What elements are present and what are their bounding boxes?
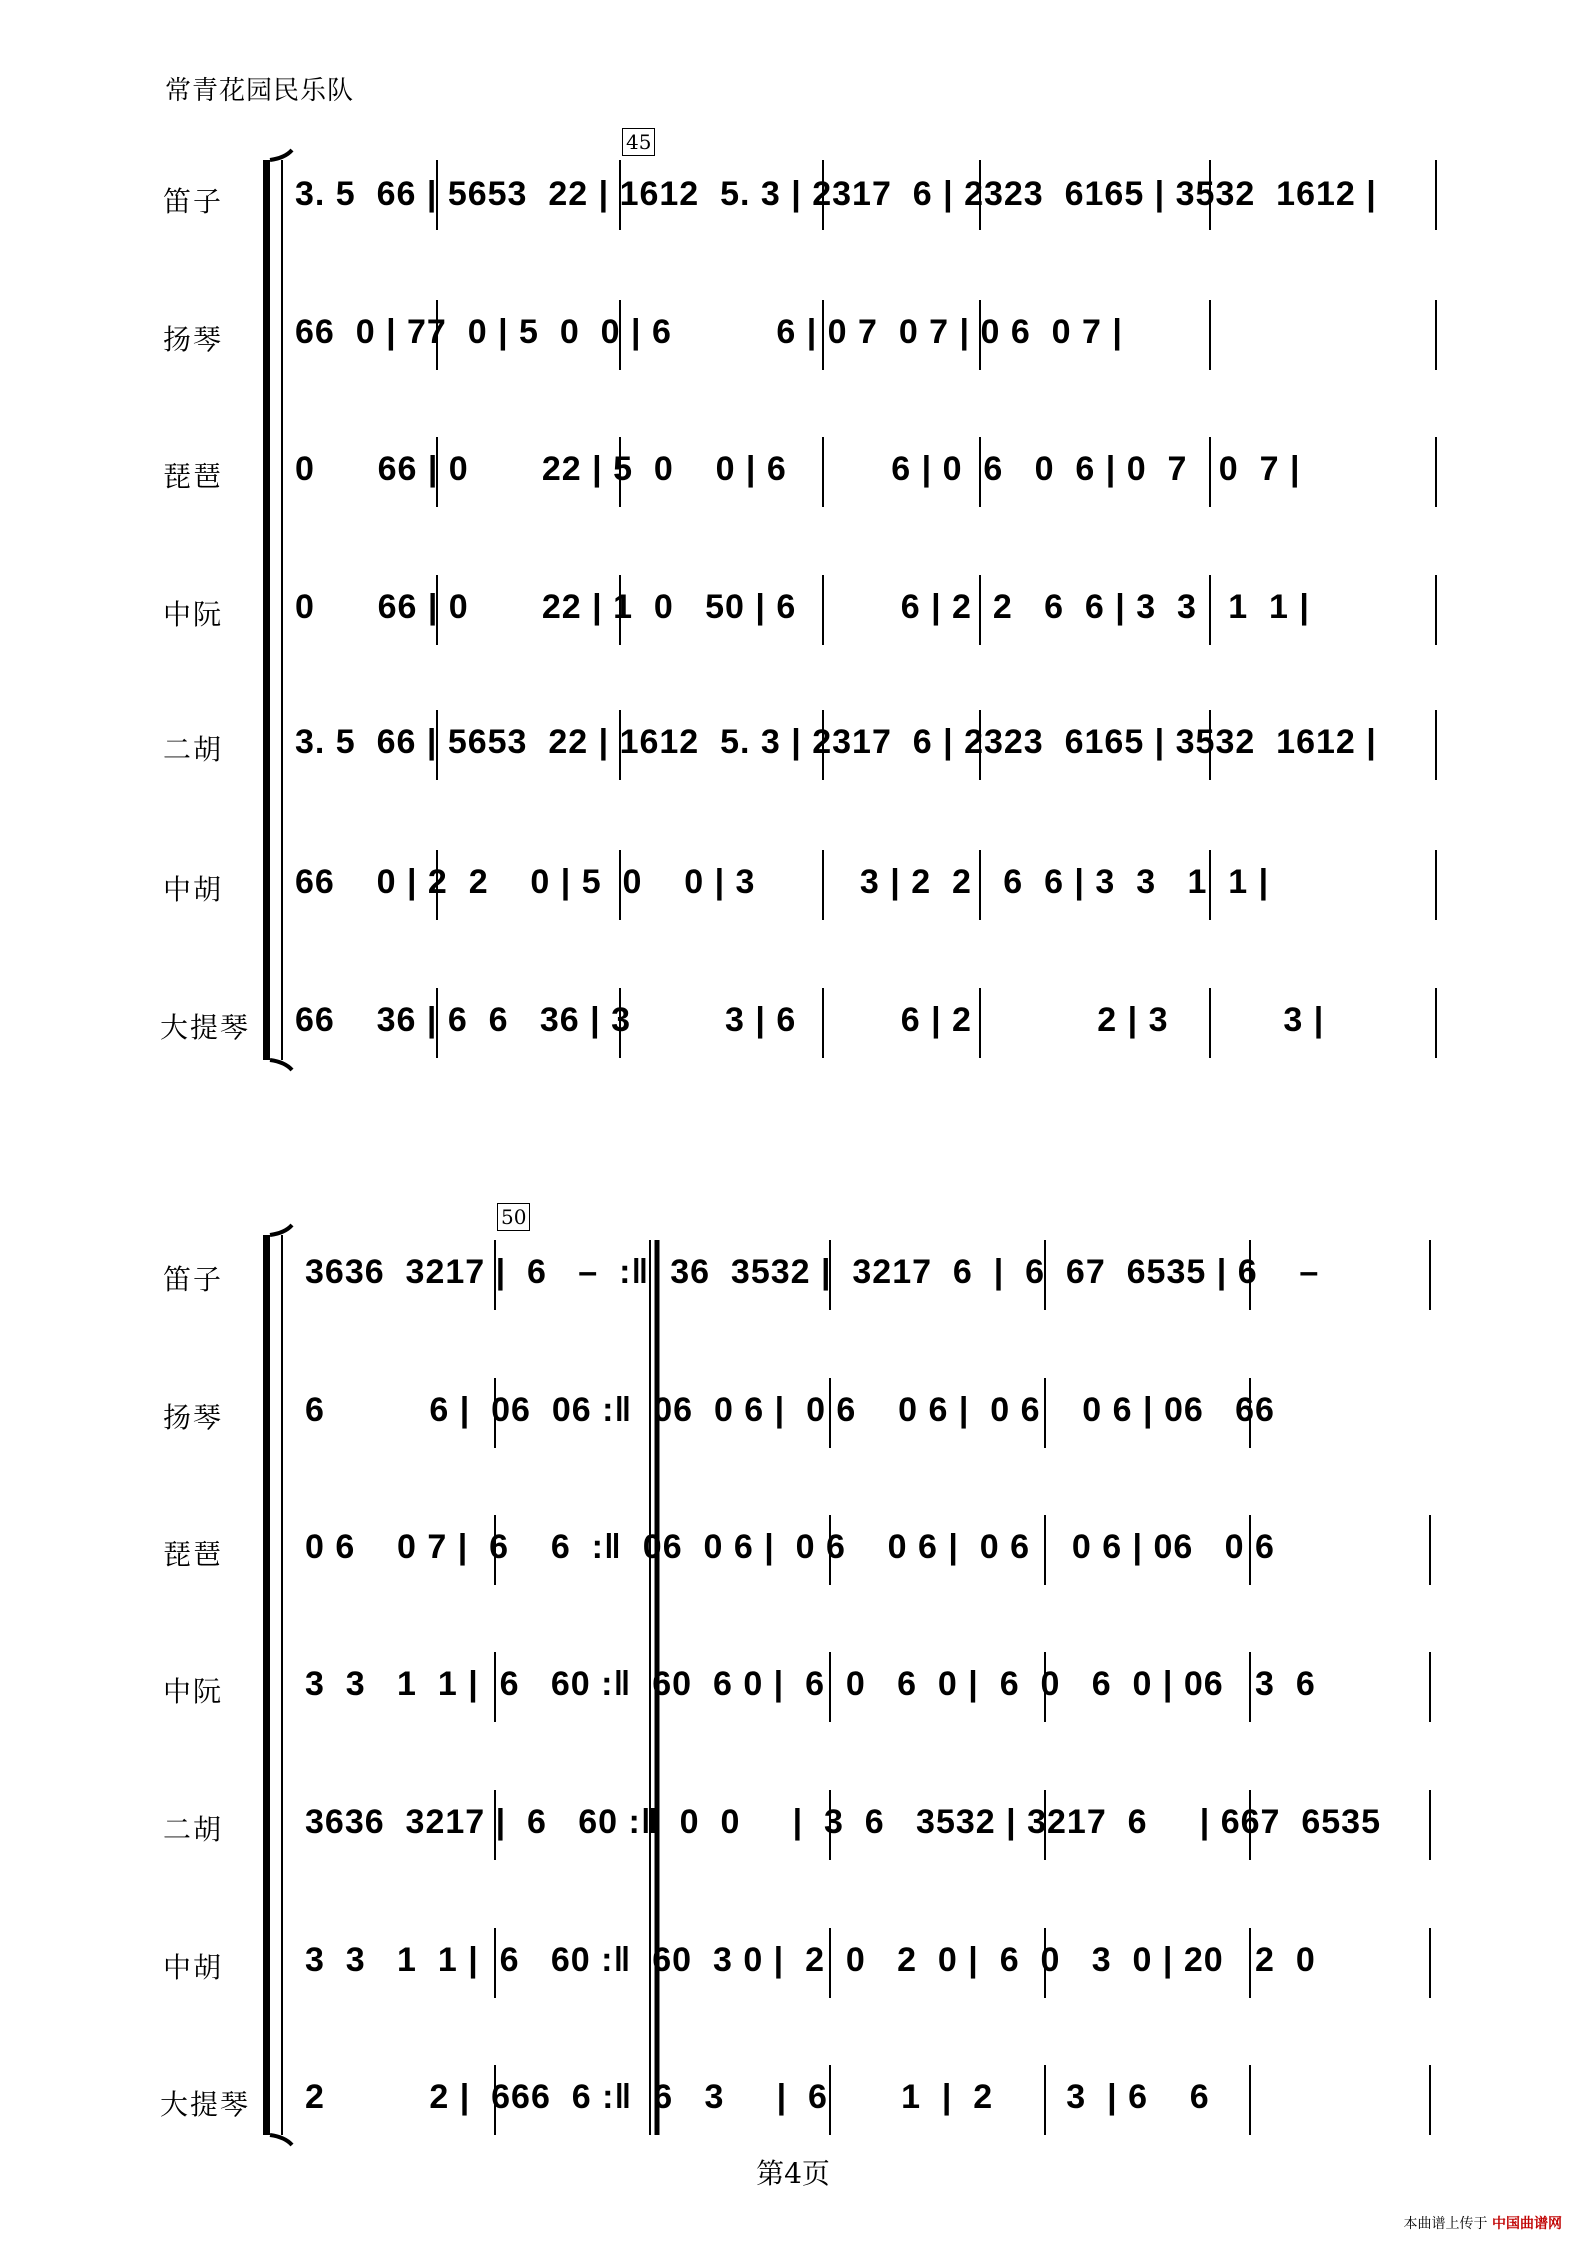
watermark-prefix: 本曲谱上传于 [1403,2216,1488,2232]
system-2-bracket [263,1225,292,2145]
instrument-name: 大提琴 [160,1011,251,1044]
instrument-name: 扬琴 [163,323,224,356]
instrument-name: 笛子 [163,1263,224,1296]
staff-notes: 3636 3217 | 6 – :‖ 36 3532 | 3217 6 | 6 67 6535 | 6 – [305,1253,1320,1291]
staff-notes: 6 6 | 06 06 :‖ 06 0 6 | 0 6 0 6 | 0 6 0 6 | 06 66 [305,1391,1275,1429]
staff-notes: 66 36 | 6 6 36 | 3 3 | 6 6 | 2 2 | 3 3 | [295,1001,1325,1039]
rehearsal-mark-50: 50 [497,1203,530,1231]
instrument-name: 笛子 [163,185,224,218]
system-1-bracket [263,150,292,1070]
staff-notes: 3636 3217 | 6 60 :‖ 0 0 | 3 6 3532 | 3217 6 | 667 6535 [305,1803,1381,1841]
watermark-site-logo: 中国曲谱网 [1492,2216,1562,2232]
instrument-name: 大提琴 [160,2088,251,2121]
page-number: 第4页 [756,2157,830,2190]
instrument-name: 琵琶 [163,1538,224,1571]
instrument-name: 中阮 [163,598,224,631]
staff-notes: 66 0 | 77 0 | 5 0 0 | 6 6 | 0 7 0 7 | 0 6 0 7 | [295,313,1123,351]
staff-notes: 0 66 | 0 22 | 1 0 50 | 6 6 | 2 2 6 6 | 3 3 1 1 | [295,588,1310,626]
staff-notes: 3 3 1 1 | 6 60 :‖ 60 3 0 | 2 0 2 0 | 6 0 3 0 | 20 2 0 [305,1941,1316,1979]
page-header-title: 常青花园民乐队 [165,76,355,106]
instrument-name: 琵琶 [163,460,224,493]
staff-notes: 66 0 | 2 2 0 | 5 0 0 | 3 3 | 2 2 6 6 | 3 3 1 1 | [295,863,1270,901]
instrument-name: 中胡 [163,873,224,906]
instrument-name: 中阮 [163,1675,224,1708]
instrument-name: 二胡 [163,1813,224,1846]
staff-notes: 2 2 | 666 6 :‖ 6 3 | 6 1 | 2 3 | 6 6 [305,2078,1210,2116]
staff-notes: 0 6 0 7 | 6 6 :‖ 06 0 6 | 0 6 0 6 | 0 6 0 6 | 06 0 6 [305,1528,1275,1566]
watermark [1404,2213,1562,2233]
staff-notes: 3 3 1 1 | 6 60 :‖ 60 6 0 | 6 0 6 0 | 6 0 6 0 | 06 3 6 [305,1665,1316,1703]
staff-notes: 0 66 | 0 22 | 5 0 0 | 6 6 | 0 6 0 6 | 0 7 0 7 | [295,450,1301,488]
instrument-name: 二胡 [163,733,224,766]
staff-notes: 3. 5 66 | 5653 22 | 1612 5. 3 | 2317 6 | 2323 6165 | 3532 1612 | [295,175,1377,213]
instrument-name: 扬琴 [163,1401,224,1434]
rehearsal-mark-45: 45 [622,128,655,156]
instrument-name: 中胡 [163,1951,224,1984]
staff-notes: 3. 5 66 | 5653 22 | 1612 5. 3 | 2317 6 | 2323 6165 | 3532 1612 | [295,723,1377,761]
